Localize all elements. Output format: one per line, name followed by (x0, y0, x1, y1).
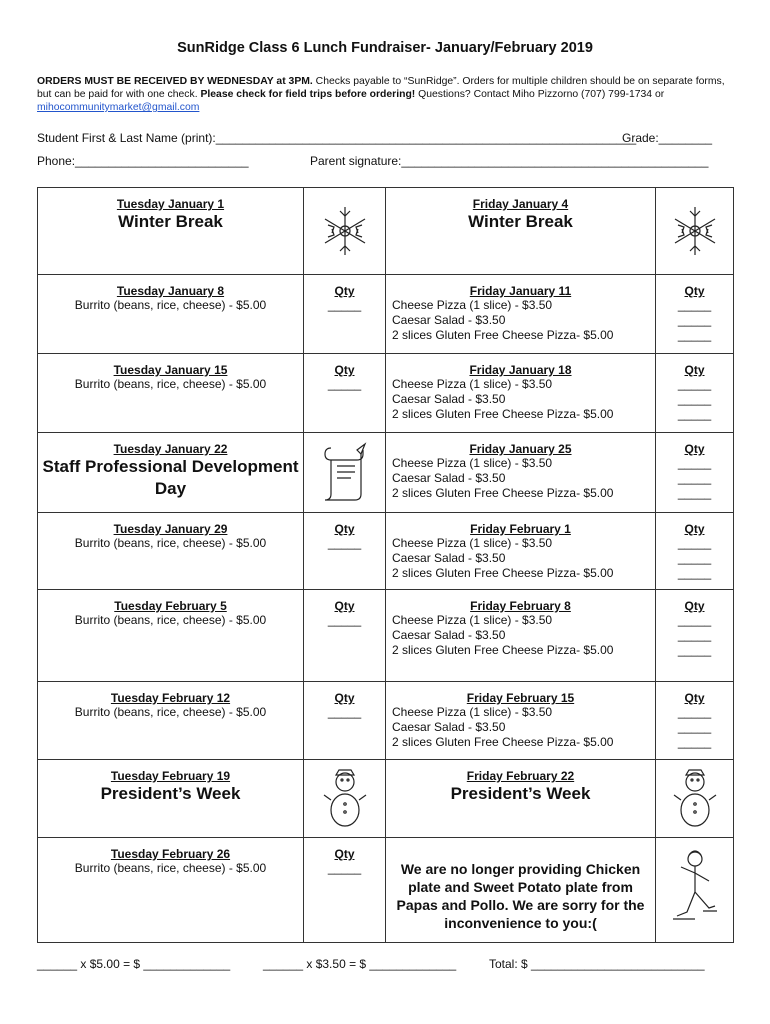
snowman-icon (656, 760, 733, 837)
friday-date: Friday February 15 (466, 691, 575, 705)
contact-text: Questions? Contact Miho Pizzorno (707) 799-1734 or (415, 89, 665, 100)
contact-email-link[interactable]: mihocommunitymarket@gmail.com (37, 102, 200, 113)
instructions (37, 75, 737, 114)
tuesday-date: Tuesday February 19 (110, 769, 231, 783)
schedule-row (38, 838, 734, 943)
tuesday-event: Winter Break (118, 212, 223, 231)
tuesday-illustration-cell (304, 760, 386, 838)
tuesday-cell (38, 188, 304, 275)
vendor-notice: We are no longer providing Chicken plate and Sweet Potato plate from Papas and Pollo. We are sorry for the inconvenience to you:( (396, 861, 645, 931)
friday-qty[interactable] (656, 275, 734, 354)
friday-cell (386, 760, 656, 838)
tuesday-cell (38, 682, 304, 760)
qty-blank[interactable]: _____ (327, 298, 362, 312)
qty-label: Qty (684, 522, 705, 536)
qty-label: Qty (684, 284, 705, 298)
qty-blank[interactable]: _____ (677, 628, 712, 642)
notice-cell (386, 838, 656, 943)
qty-label: Qty (684, 442, 705, 456)
friday-menu-item: 2 slices Gluten Free Cheese Pizza- $5.00 (392, 486, 614, 500)
field-trip-note: Please check for field trips before ordering! (197, 89, 416, 100)
schedule-row (38, 275, 734, 354)
schedule-row (38, 354, 734, 433)
tuesday-date: Tuesday January 29 (113, 522, 228, 536)
friday-date: Friday January 25 (469, 442, 572, 456)
tuesday-date: Tuesday January 8 (116, 284, 225, 298)
total-350-line[interactable]: ______ x $3.50 = $ _____________ (263, 957, 457, 971)
grade-field[interactable]: Grade:________ (622, 131, 713, 145)
qty-blank[interactable]: _____ (327, 705, 362, 719)
page-title: SunRidge Class 6 Lunch Fundraiser- January/February 2019 (177, 40, 593, 56)
qty-blank[interactable]: _____ (327, 613, 362, 627)
tuesday-event: President’s Week (100, 784, 241, 803)
friday-menu-item: Cheese Pizza (1 slice) - $3.50 (392, 705, 553, 719)
friday-cell (386, 513, 656, 590)
qty-blank[interactable]: _____ (677, 536, 712, 550)
friday-qty[interactable] (656, 354, 734, 433)
qty-blank[interactable]: _____ (677, 313, 712, 327)
friday-cell (386, 354, 656, 433)
qty-blank[interactable]: _____ (677, 377, 712, 391)
friday-menu-item: Caesar Salad - $3.50 (392, 392, 506, 406)
qty-label: Qty (334, 522, 355, 536)
friday-cell (386, 590, 656, 682)
qty-label: Qty (334, 363, 355, 377)
snowflake-icon (656, 188, 733, 274)
tuesday-cell (38, 838, 304, 943)
friday-date: Friday February 1 (470, 522, 571, 536)
snowman-icon (304, 760, 385, 837)
friday-menu-item: 2 slices Gluten Free Cheese Pizza- $5.00 (392, 643, 614, 657)
friday-menu-item: Cheese Pizza (1 slice) - $3.50 (392, 536, 553, 550)
qty-blank[interactable]: _____ (677, 456, 712, 470)
friday-event: Winter Break (468, 212, 573, 231)
tuesday-date: Tuesday January 15 (113, 363, 228, 377)
friday-date: Friday January 18 (469, 363, 572, 377)
qty-blank[interactable]: _____ (327, 861, 362, 875)
friday-qty[interactable] (656, 590, 734, 682)
payment-text: Checks payable to “SunRidge”. Orders for multiple children should be on separate forms, but can be paid for with one check. (37, 76, 725, 100)
qty-label: Qty (684, 363, 705, 377)
tuesday-cell (38, 433, 304, 513)
ice-skater-icon (656, 838, 733, 942)
tuesday-date: Tuesday February 5 (114, 599, 227, 613)
friday-menu-item: 2 slices Gluten Free Cheese Pizza- $5.00 (392, 566, 614, 580)
phone-field[interactable]: Phone:__________________________ (37, 154, 249, 168)
friday-menu-item: Caesar Salad - $3.50 (392, 471, 506, 485)
friday-menu-item: 2 slices Gluten Free Cheese Pizza- $5.00 (392, 407, 614, 421)
burrito-item: Burrito (beans, rice, cheese) - $5.00 (74, 861, 267, 875)
qty-blank[interactable]: _____ (677, 471, 712, 485)
schedule-row (38, 682, 734, 760)
friday-menu-item: Cheese Pizza (1 slice) - $3.50 (392, 377, 553, 391)
friday-cell (386, 682, 656, 760)
grand-total-line[interactable]: Total: $ __________________________ (489, 957, 705, 971)
burrito-item: Burrito (beans, rice, cheese) - $5.00 (74, 298, 267, 312)
friday-illustration-cell (656, 838, 734, 943)
tuesday-date: Tuesday February 26 (110, 847, 231, 861)
tuesday-cell (38, 354, 304, 433)
qty-label: Qty (334, 847, 355, 861)
qty-blank[interactable]: _____ (677, 735, 712, 749)
qty-label: Qty (334, 691, 355, 705)
qty-blank[interactable]: _____ (677, 392, 712, 406)
qty-blank[interactable]: _____ (677, 328, 712, 342)
burrito-item: Burrito (beans, rice, cheese) - $5.00 (74, 613, 267, 627)
tuesday-illustration-cell (304, 433, 386, 513)
friday-event: President’s Week (450, 784, 591, 803)
qty-label: Qty (684, 599, 705, 613)
tuesday-cell (38, 760, 304, 838)
friday-cell (386, 275, 656, 354)
schedule-row (38, 433, 734, 513)
tuesday-qty[interactable] (304, 275, 386, 354)
friday-date: Friday January 4 (472, 197, 569, 211)
friday-menu-item: 2 slices Gluten Free Cheese Pizza- $5.00 (392, 735, 614, 749)
burrito-item: Burrito (beans, rice, cheese) - $5.00 (74, 705, 267, 719)
tuesday-qty[interactable] (304, 354, 386, 433)
tuesday-event: Staff Professional Development Day (42, 457, 299, 498)
tuesday-qty[interactable] (304, 513, 386, 590)
qty-blank[interactable]: _____ (327, 377, 362, 391)
phone-line[interactable] (37, 154, 709, 168)
tuesday-cell (38, 275, 304, 354)
tuesday-cell (38, 513, 304, 590)
tuesday-cell (38, 590, 304, 682)
friday-date: Friday January 11 (469, 284, 572, 298)
friday-date: Friday February 22 (466, 769, 575, 783)
friday-menu-item: 2 slices Gluten Free Cheese Pizza- $5.00 (392, 328, 614, 342)
parent-signature-field[interactable]: Parent signature:______________________________________________ (310, 154, 709, 168)
tuesday-date: Tuesday January 22 (113, 442, 228, 456)
qty-label: Qty (334, 599, 355, 613)
tuesday-date: Tuesday February 12 (110, 691, 231, 705)
friday-menu-item: Caesar Salad - $3.50 (392, 551, 506, 565)
friday-date: Friday February 8 (470, 599, 571, 613)
friday-qty[interactable] (656, 433, 734, 513)
schedule-row (38, 590, 734, 682)
burrito-item: Burrito (beans, rice, cheese) - $5.00 (74, 536, 267, 550)
student-name-field[interactable]: Student First & Last Name (print):_______________________________________________________________ (37, 131, 637, 145)
burrito-item: Burrito (beans, rice, cheese) - $5.00 (74, 377, 267, 391)
scroll-icon (304, 433, 385, 512)
qty-blank[interactable]: _____ (327, 536, 362, 550)
qty-label: Qty (334, 284, 355, 298)
schedule-row (38, 188, 734, 275)
friday-cell (386, 433, 656, 513)
qty-blank[interactable]: _____ (677, 298, 712, 312)
friday-qty[interactable] (656, 682, 734, 760)
qty-blank[interactable]: _____ (677, 720, 712, 734)
friday-menu-item: Cheese Pizza (1 slice) - $3.50 (392, 298, 553, 312)
qty-blank[interactable]: _____ (677, 486, 712, 500)
qty-blank[interactable]: _____ (677, 407, 712, 421)
tuesday-qty[interactable] (304, 590, 386, 682)
tuesday-illustration-cell (304, 188, 386, 275)
qty-label: Qty (684, 691, 705, 705)
friday-menu-item: Cheese Pizza (1 slice) - $3.50 (392, 456, 553, 470)
friday-menu-item: Caesar Salad - $3.50 (392, 628, 506, 642)
friday-illustration-cell (656, 188, 734, 275)
student-name-line[interactable] (37, 131, 713, 145)
friday-menu-item: Caesar Salad - $3.50 (392, 720, 506, 734)
qty-blank[interactable]: _____ (677, 643, 712, 657)
qty-blank[interactable]: _____ (677, 613, 712, 627)
qty-blank[interactable]: _____ (677, 566, 712, 580)
qty-blank[interactable]: _____ (677, 705, 712, 719)
friday-menu-item: Caesar Salad - $3.50 (392, 313, 506, 327)
lunch-schedule-table (37, 187, 734, 943)
friday-qty[interactable] (656, 513, 734, 590)
tuesday-date: Tuesday January 1 (116, 197, 225, 211)
total-5-line[interactable]: ______ x $5.00 = $ _____________ (37, 957, 231, 971)
friday-menu-item: Cheese Pizza (1 slice) - $3.50 (392, 613, 553, 627)
friday-illustration-cell (656, 760, 734, 838)
deadline-text: ORDERS MUST BE RECEIVED BY WEDNESDAY at 3PM. (37, 76, 313, 87)
snowflake-icon (304, 188, 385, 274)
friday-cell (386, 188, 656, 275)
qty-blank[interactable]: _____ (677, 551, 712, 565)
schedule-row (38, 760, 734, 838)
tuesday-qty[interactable] (304, 838, 386, 943)
tuesday-qty[interactable] (304, 682, 386, 760)
schedule-row (38, 513, 734, 590)
